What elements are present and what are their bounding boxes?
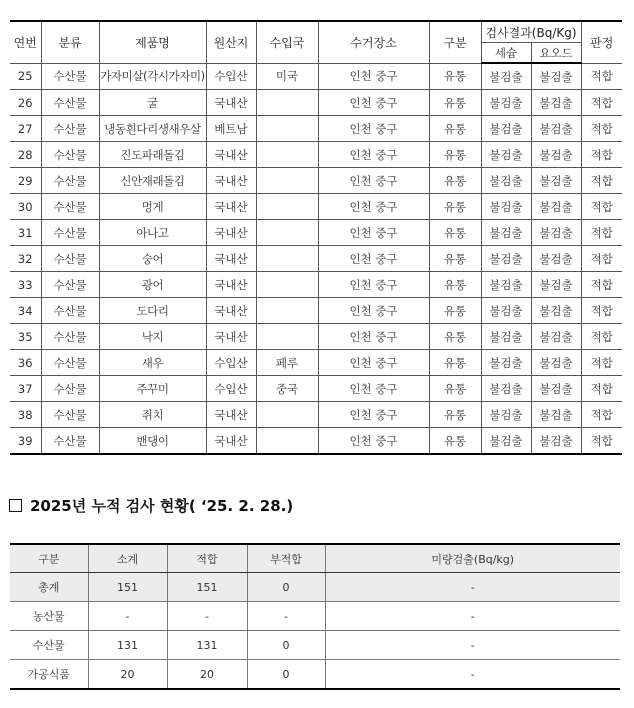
cell-category: 수산물 (41, 116, 99, 142)
summary-cell-subtotal: - (88, 602, 167, 631)
cell-import-country (256, 90, 318, 116)
cell-category: 수산물 (41, 194, 99, 220)
cell-no: 25 (10, 63, 41, 90)
cell-judgment: 적합 (581, 428, 622, 455)
cell-origin: 국내산 (206, 272, 256, 298)
cell-no: 36 (10, 350, 41, 376)
summary-cell-type: 농산물 (10, 602, 88, 631)
table-row (10, 298, 622, 324)
summary-cell-fail: - (247, 602, 325, 631)
cell-no: 29 (10, 168, 41, 194)
cell-iodine: 불검출 (531, 246, 581, 272)
cell-type: 유통 (429, 142, 481, 168)
cell-judgment: 적합 (581, 116, 622, 142)
cell-judgment: 적합 (581, 350, 622, 376)
cell-product: 쥐치 (99, 402, 206, 428)
cell-no: 27 (10, 116, 41, 142)
cell-iodine: 불검출 (531, 350, 581, 376)
cell-category: 수산물 (41, 246, 99, 272)
cell-judgment: 적합 (581, 194, 622, 220)
cell-place: 인천 중구 (318, 116, 429, 142)
cell-place: 인천 중구 (318, 272, 429, 298)
cell-cesium: 불검출 (481, 220, 531, 246)
cell-category: 수산물 (41, 90, 99, 116)
cell-cesium: 불검출 (481, 142, 531, 168)
checkbox-icon (9, 499, 22, 512)
cell-place: 인천 중구 (318, 90, 429, 116)
cell-type: 유통 (429, 220, 481, 246)
cell-origin: 수입산 (206, 376, 256, 402)
cell-iodine: 불검출 (531, 402, 581, 428)
cell-cesium: 불검출 (481, 402, 531, 428)
cell-product: 멍게 (99, 194, 206, 220)
summary-cell-pass: 131 (167, 631, 247, 660)
summary-row-total (10, 573, 620, 602)
cell-place: 인천 중구 (318, 194, 429, 220)
table-row (10, 142, 622, 168)
cell-category: 수산물 (41, 428, 99, 455)
header-result-group: 검사결과(Bq/Kg) (481, 21, 581, 43)
cell-cesium: 불검출 (481, 272, 531, 298)
cell-type: 유통 (429, 90, 481, 116)
cell-judgment: 적합 (581, 376, 622, 402)
cell-product: 숭어 (99, 246, 206, 272)
cell-iodine: 불검출 (531, 116, 581, 142)
summary-cell-trace: - (325, 631, 620, 660)
cell-product: 진도파래돌김 (99, 142, 206, 168)
cell-category: 수산물 (41, 376, 99, 402)
cell-cesium: 불검출 (481, 246, 531, 272)
table-row (10, 194, 622, 220)
cell-judgment: 적합 (581, 220, 622, 246)
header-no: 연번 (10, 21, 41, 63)
cell-type: 유통 (429, 298, 481, 324)
cell-product: 아나고 (99, 220, 206, 246)
cell-judgment: 적합 (581, 246, 622, 272)
summary-heading (9, 493, 293, 517)
header-type: 구분 (429, 21, 481, 63)
cell-type: 유통 (429, 168, 481, 194)
cell-origin: 국내산 (206, 168, 256, 194)
cell-cesium: 불검출 (481, 324, 531, 350)
cell-iodine: 불검출 (531, 298, 581, 324)
cell-no: 38 (10, 402, 41, 428)
summary-cell-fail: 0 (247, 573, 325, 602)
cell-category: 수산물 (41, 272, 99, 298)
summary-cell-pass: 151 (167, 573, 247, 602)
cell-category: 수산물 (41, 220, 99, 246)
cell-iodine: 불검출 (531, 376, 581, 402)
cell-judgment: 적합 (581, 63, 622, 90)
cell-category: 수산물 (41, 350, 99, 376)
cell-iodine: 불검출 (531, 324, 581, 350)
cell-iodine: 불검출 (531, 194, 581, 220)
cell-iodine: 불검출 (531, 168, 581, 194)
cell-no: 28 (10, 142, 41, 168)
header-product: 제품명 (99, 21, 206, 63)
cell-product: 밴댕이 (99, 428, 206, 455)
cell-origin: 국내산 (206, 298, 256, 324)
summary-table (10, 543, 620, 690)
summary-cell-pass: 20 (167, 660, 247, 690)
cell-place: 인천 중구 (318, 246, 429, 272)
cell-place: 인천 중구 (318, 402, 429, 428)
cell-judgment: 적합 (581, 402, 622, 428)
summary-header-type: 구분 (10, 544, 88, 573)
cell-cesium: 불검출 (481, 194, 531, 220)
cell-import-country (256, 246, 318, 272)
cell-origin: 수입산 (206, 63, 256, 90)
cell-import-country (256, 168, 318, 194)
cell-no: 37 (10, 376, 41, 402)
cell-category: 수산물 (41, 168, 99, 194)
cell-place: 인천 중구 (318, 324, 429, 350)
cell-import-country (256, 220, 318, 246)
header-judgment: 판정 (581, 21, 622, 63)
cell-cesium: 불검출 (481, 428, 531, 455)
table-row (10, 272, 622, 298)
summary-row (10, 631, 620, 660)
header-iodine: 요오드 (531, 43, 581, 64)
cell-iodine: 불검출 (531, 272, 581, 298)
cell-category: 수산물 (41, 298, 99, 324)
cell-no: 26 (10, 90, 41, 116)
table-row (10, 428, 622, 455)
cell-iodine: 불검출 (531, 90, 581, 116)
inspection-results-table (10, 20, 622, 455)
table-row (10, 324, 622, 350)
summary-cell-pass: - (167, 602, 247, 631)
cell-cesium: 불검출 (481, 116, 531, 142)
cell-type: 유통 (429, 116, 481, 142)
summary-cell-fail: 0 (247, 660, 325, 690)
cell-cesium: 불검출 (481, 63, 531, 90)
cell-product: 도다리 (99, 298, 206, 324)
cell-place: 인천 중구 (318, 350, 429, 376)
summary-cell-type: 수산물 (10, 631, 88, 660)
cell-type: 유통 (429, 63, 481, 90)
cell-judgment: 적합 (581, 272, 622, 298)
summary-cell-type: 가공식품 (10, 660, 88, 690)
cell-import-country (256, 272, 318, 298)
cell-type: 유통 (429, 428, 481, 455)
table-row (10, 402, 622, 428)
summary-cell-subtotal: 20 (88, 660, 167, 690)
cell-category: 수산물 (41, 63, 99, 90)
cell-place: 인천 중구 (318, 298, 429, 324)
cell-origin: 국내산 (206, 246, 256, 272)
cell-place: 인천 중구 (318, 168, 429, 194)
cell-judgment: 적합 (581, 142, 622, 168)
table-row (10, 116, 622, 142)
table-header-row (10, 21, 622, 43)
summary-cell-subtotal: 131 (88, 631, 167, 660)
table-row (10, 350, 622, 376)
cell-cesium: 불검출 (481, 376, 531, 402)
cell-no: 31 (10, 220, 41, 246)
header-category: 분류 (41, 21, 99, 63)
cell-iodine: 불검출 (531, 142, 581, 168)
cell-place: 인천 중구 (318, 63, 429, 90)
summary-cell-trace: - (325, 573, 620, 602)
cell-import-country (256, 142, 318, 168)
cell-type: 유통 (429, 246, 481, 272)
table-row (10, 246, 622, 272)
cell-no: 32 (10, 246, 41, 272)
cell-judgment: 적합 (581, 90, 622, 116)
cell-type: 유통 (429, 324, 481, 350)
cell-import-country: 미국 (256, 63, 318, 90)
cell-product: 신안재래돌김 (99, 168, 206, 194)
table-row (10, 90, 622, 116)
summary-cell-type: 총계 (10, 573, 88, 602)
cell-iodine: 불검출 (531, 428, 581, 455)
summary-cell-subtotal: 151 (88, 573, 167, 602)
cell-product: 가자미살(각시가자미) (99, 63, 206, 90)
summary-cell-trace: - (325, 602, 620, 631)
cell-product: 냉동흰다리생새우살 (99, 116, 206, 142)
header-cesium: 세슘 (481, 43, 531, 64)
cell-cesium: 불검출 (481, 90, 531, 116)
summary-header-pass: 적합 (167, 544, 247, 573)
cell-product: 굴 (99, 90, 206, 116)
summary-header-fail: 부적합 (247, 544, 325, 573)
cell-no: 30 (10, 194, 41, 220)
summary-header-subtotal: 소계 (88, 544, 167, 573)
summary-heading-text: 2025년 누적 검사 현황( ‘25. 2. 28.) (30, 496, 294, 515)
cell-type: 유통 (429, 272, 481, 298)
cell-product: 새우 (99, 350, 206, 376)
summary-row (10, 602, 620, 631)
cell-place: 인천 중구 (318, 376, 429, 402)
summary-cell-fail: 0 (247, 631, 325, 660)
cell-cesium: 불검출 (481, 350, 531, 376)
summary-header-trace: 미량검출(Bq/kg) (325, 544, 620, 573)
header-import-country: 수입국 (256, 21, 318, 63)
cell-category: 수산물 (41, 402, 99, 428)
cell-origin: 국내산 (206, 194, 256, 220)
cell-origin: 국내산 (206, 428, 256, 455)
cell-type: 유통 (429, 194, 481, 220)
cell-origin: 베트남 (206, 116, 256, 142)
table-row (10, 63, 622, 90)
header-origin: 원산지 (206, 21, 256, 63)
table-row (10, 376, 622, 402)
table-row (10, 220, 622, 246)
cell-iodine: 불검출 (531, 63, 581, 90)
cell-import-country (256, 428, 318, 455)
cell-place: 인천 중구 (318, 220, 429, 246)
cell-product: 광어 (99, 272, 206, 298)
cell-origin: 국내산 (206, 402, 256, 428)
cell-import-country (256, 116, 318, 142)
cell-no: 35 (10, 324, 41, 350)
cell-origin: 국내산 (206, 90, 256, 116)
cell-iodine: 불검출 (531, 220, 581, 246)
cell-place: 인천 중구 (318, 142, 429, 168)
summary-header-row (10, 544, 620, 573)
cell-product: 주꾸미 (99, 376, 206, 402)
cell-no: 39 (10, 428, 41, 455)
cell-import-country (256, 298, 318, 324)
cell-type: 유통 (429, 376, 481, 402)
cell-place: 인천 중구 (318, 428, 429, 455)
header-collection-place: 수거장소 (318, 21, 429, 63)
cell-cesium: 불검출 (481, 168, 531, 194)
cell-no: 33 (10, 272, 41, 298)
cell-product: 낙지 (99, 324, 206, 350)
cell-type: 유통 (429, 402, 481, 428)
cell-import-country (256, 194, 318, 220)
summary-row (10, 660, 620, 690)
summary-cell-trace: - (325, 660, 620, 690)
cell-cesium: 불검출 (481, 298, 531, 324)
cell-judgment: 적합 (581, 168, 622, 194)
cell-origin: 국내산 (206, 142, 256, 168)
table-row (10, 168, 622, 194)
cell-import-country: 페루 (256, 350, 318, 376)
cell-category: 수산물 (41, 142, 99, 168)
cell-origin: 국내산 (206, 324, 256, 350)
cell-import-country (256, 324, 318, 350)
cell-category: 수산물 (41, 324, 99, 350)
cell-import-country: 중국 (256, 376, 318, 402)
cell-judgment: 적합 (581, 324, 622, 350)
cell-no: 34 (10, 298, 41, 324)
cell-import-country (256, 402, 318, 428)
cell-type: 유통 (429, 350, 481, 376)
cell-judgment: 적합 (581, 298, 622, 324)
cell-origin: 국내산 (206, 220, 256, 246)
cell-origin: 수입산 (206, 350, 256, 376)
